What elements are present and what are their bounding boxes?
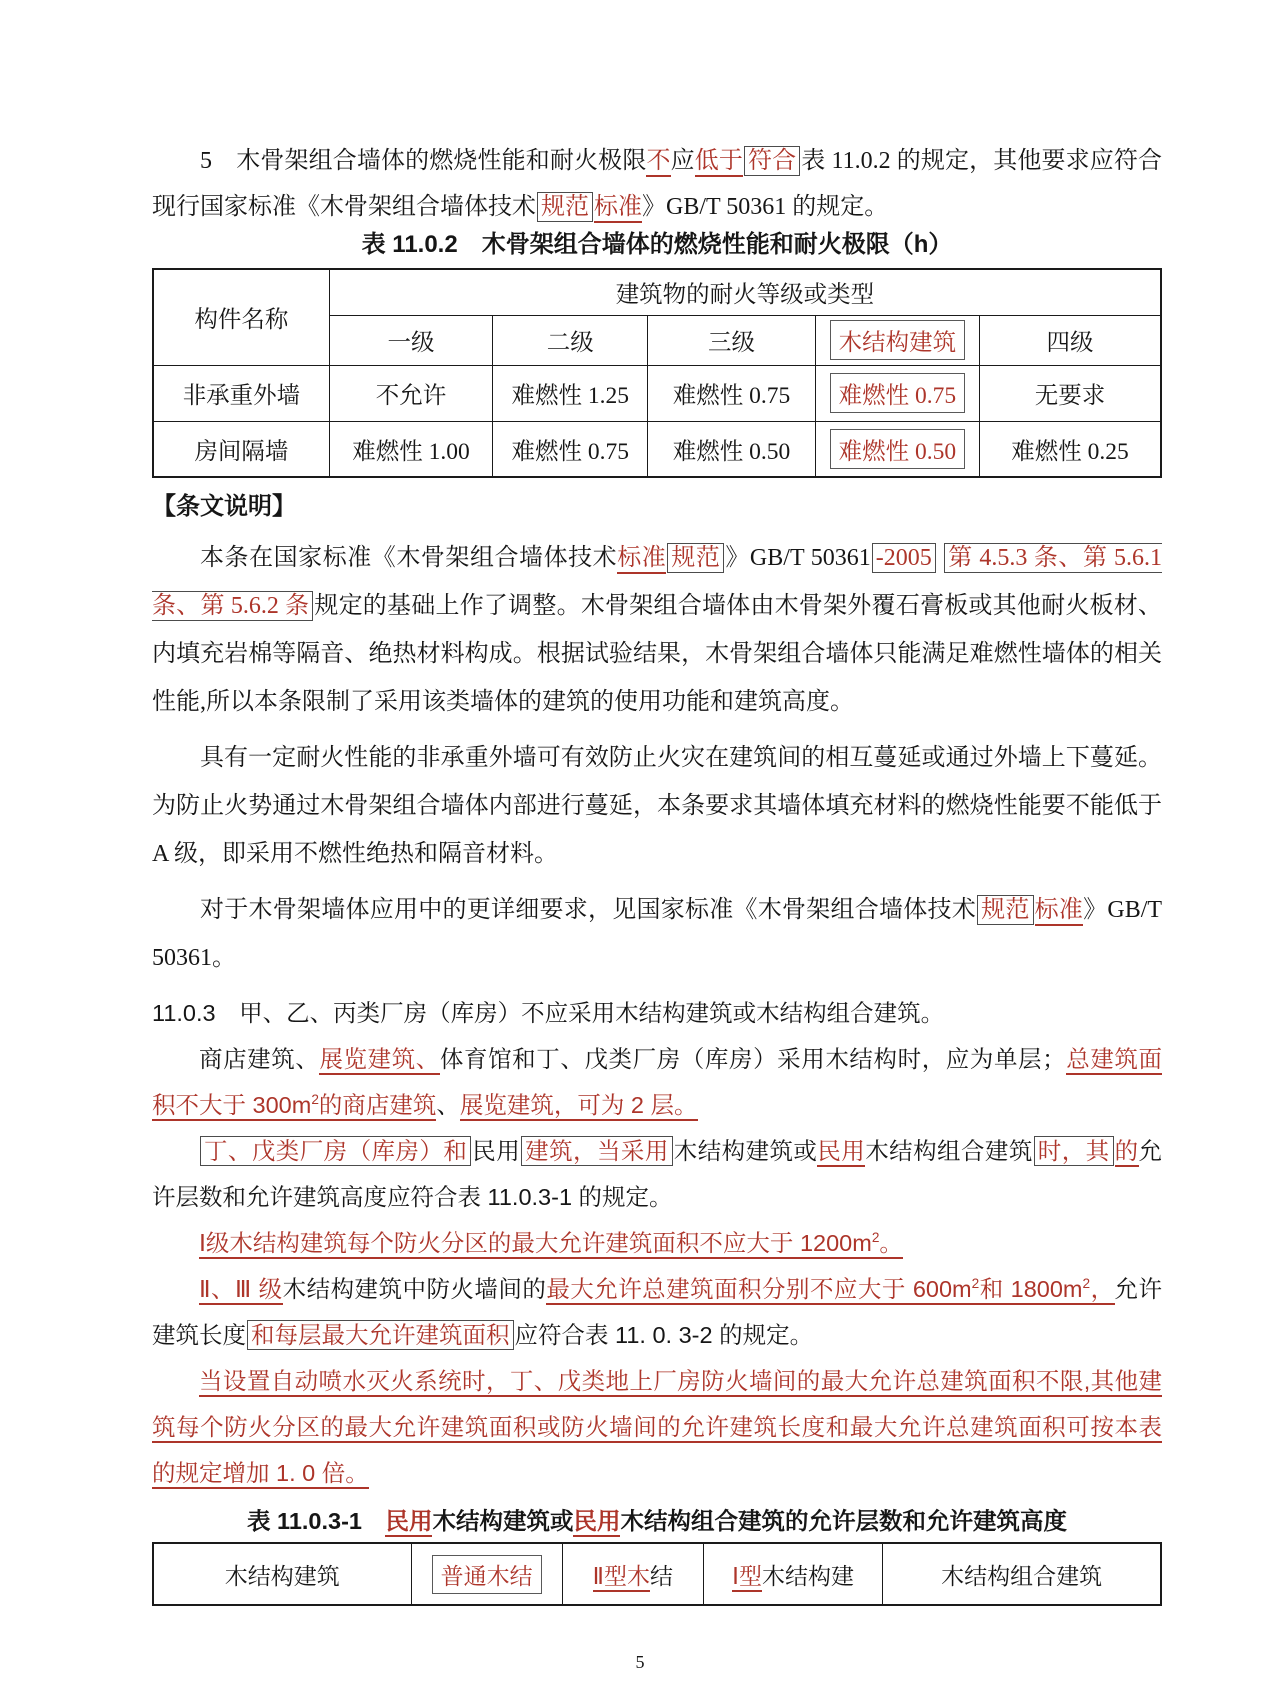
table-row (153, 421, 1161, 477)
table-cell: 难燃性 0.75 (648, 365, 815, 421)
revision-inserted-text: 展览建筑、 (319, 1046, 439, 1075)
revision-inserted-text: 不 (646, 148, 670, 177)
revision-inserted-text: Ⅱ型木 (593, 1563, 650, 1592)
text-run: 允许建筑长度 (152, 1276, 1162, 1348)
text-run: 》GB/T 50361 的规定。 (642, 194, 889, 220)
paragraph-factory-buildings (152, 1128, 1162, 1220)
revision-deleted-text: 普通木结 (432, 1555, 542, 1594)
revision-inserted-text: 标准 (617, 545, 666, 574)
text-run: 的商店建筑 (318, 1092, 437, 1118)
table-11-0-2-caption: 表 11.0.2 木骨架组合墙体的燃烧性能和耐火极限（h） (361, 231, 953, 258)
revision-inserted-text: 民用 (817, 1138, 865, 1167)
revision-deleted-text: 规范 (977, 895, 1034, 925)
table-cell: 难燃性 1.25 (493, 365, 648, 421)
revision-deleted-text: 第 4.5.3 条、第 5.6.1 条、第 5.6.2 条 (152, 545, 1163, 619)
text-run: 木结构组合建筑的允许层数和允许建筑高度 (620, 1508, 1067, 1534)
text-run: 表 11.0.2 的规定，其他要求应符合现行国家标准《木骨架组合墙体技术 (152, 148, 1163, 220)
explanation-paragraph-1 (152, 534, 1162, 726)
explanation-paragraph-2 (152, 734, 1162, 878)
text-run: 木结构建筑 (224, 1562, 340, 1589)
revision-inserted-text: 标准 (594, 194, 642, 223)
revision-inserted-text: 当设置自动喷水灭火系统时，丁、戊类地上厂房防火墙间的最大允许总建筑面积不限,其他建筑每个防火分区的最大允许建筑面积或防火墙间的允许建筑长度和最大允许总建筑面积可按本表的规定增加 1. 0 倍。 (152, 1368, 1162, 1489)
text-run (937, 545, 944, 571)
table-cell: 房间隔墙 (153, 421, 329, 477)
table-row (153, 1543, 1161, 1605)
paragraph-sprinkler (152, 1358, 1162, 1496)
revision-inserted-text: 低于 (695, 148, 743, 177)
text-run: 5 木骨架组合墙体的燃烧性能和耐火极限 (200, 148, 647, 174)
revision-deleted-text: 难燃性 0.75 (830, 373, 966, 413)
explanation-paragraph-3 (152, 886, 1162, 982)
table-cell: 无要求 (980, 365, 1162, 421)
table-header-cell: 一级 (329, 315, 492, 365)
table-row (153, 365, 1161, 421)
table-11-0-2 (152, 268, 1162, 478)
table-cell (153, 1543, 411, 1605)
revision-deleted-text: -2005 (872, 543, 936, 573)
revision-deleted-text: 和每层最大允许建筑面积 (247, 1320, 514, 1350)
table-cell (562, 1543, 703, 1605)
table-cell: 难燃性 0.50 (648, 421, 815, 477)
table-cell (703, 1543, 882, 1605)
text-run: 木结构建筑中防火墙间的 (282, 1276, 547, 1302)
revision-deleted-text: 时，其 (1034, 1136, 1114, 1166)
revision-deleted-text: 符合 (744, 146, 800, 176)
table-11-0-3-1-caption (152, 1506, 1162, 1536)
text-run: 对于木骨架墙体应用中的更详细要求，见国家标准《木骨架组合墙体技术 (200, 897, 977, 923)
text-run: 。 (879, 1230, 903, 1256)
table-cell (815, 365, 979, 421)
text-run: 应 (670, 148, 695, 174)
text-run: 民用 (472, 1138, 521, 1164)
text-run: 11.0.3 甲、乙、丙类厂房（库房）不应采用木结构建筑或木结构组合建筑。 (152, 1000, 945, 1026)
table-cell: 难燃性 0.75 (493, 421, 648, 477)
text-run: 结 (649, 1562, 673, 1589)
table-cell (815, 421, 979, 477)
revision-inserted-text: 的 (1115, 1138, 1139, 1167)
text-run: 木结构建 (761, 1562, 854, 1589)
text-run: 允许层数和允许建筑高度应符合表 11.0.3-1 的规定。 (152, 1138, 1163, 1210)
text-run: 规定的基础上作了调整。木骨架组合墙体由木骨架外覆石膏板或其他耐火板材、内填充岩棉等隔音、绝热材料构成。根据试验结果，木骨架组合墙体只能满足难燃性墙体的相关性能,所以本条限制了采用该类墙体的建筑的使用功能和建筑高度。 (152, 593, 1163, 715)
table-cell (411, 1543, 562, 1605)
revision-deleted-text: 难燃性 0.50 (830, 429, 966, 469)
revision-deleted-text: 丁、戊类厂房（库房）和 (200, 1136, 471, 1166)
clause-11-0-3 (152, 990, 1162, 1036)
table-header-cell: 三级 (648, 315, 815, 365)
text-run: 》GB/T 50361 (725, 545, 871, 571)
text-run: 本条在国家标准《木骨架组合墙体技术 (200, 545, 618, 571)
table-corner-header: 构件名称 (153, 269, 329, 365)
table-cell: 难燃性 0.25 (980, 421, 1162, 477)
text-run: 应符合表 11. 0. 3-2 的规定。 (514, 1322, 814, 1348)
text-run: 木结构建筑或 (432, 1508, 574, 1534)
paragraph-shop-buildings (152, 1036, 1162, 1128)
revision-inserted-text: 民用 (573, 1508, 620, 1537)
revision-deleted-text: 建筑，当采用 (521, 1136, 673, 1166)
superscript: 2 (1082, 1276, 1091, 1292)
revision-inserted-text: 标准 (1035, 897, 1084, 926)
revision-deleted-text: 规范 (537, 192, 593, 222)
paragraph-area-limit-2 (152, 1266, 1162, 1358)
text-run: 木结构组合建筑 (941, 1562, 1103, 1589)
revision-inserted-text: 展览建筑，可为 2 层。 (460, 1092, 698, 1121)
text-run: 商店建筑、 (199, 1046, 320, 1072)
text-run: 木结构组合建筑 (865, 1138, 1033, 1164)
table-cell: 非承重外墙 (153, 365, 329, 421)
text-run: 总建筑面积不大于 300m (152, 1046, 1163, 1118)
text-run: 最大允许总建筑面积分别不应大于 600m (546, 1276, 972, 1302)
superscript: 2 (311, 1092, 319, 1108)
text-run: Ⅰ级木结构建筑每个防火分区的最大允许建筑面积不应大于 1200m (199, 1230, 872, 1256)
text-run: 木结构建筑或 (673, 1138, 818, 1164)
text-run: ， (1090, 1276, 1115, 1302)
revision-inserted-text: 民用 (385, 1508, 432, 1537)
table-group-header: 建筑物的耐火等级或类型 (329, 269, 1161, 315)
table-11-0-3-1 (152, 1542, 1162, 1606)
revision-inserted-text (546, 1276, 1114, 1305)
paragraph-area-limit-1 (152, 1220, 1162, 1266)
text-run: 体育馆和丁、戊类厂房（库房）采用木结构时，应为单层； (439, 1046, 1066, 1072)
revision-inserted-text: Ⅰ型 (732, 1563, 762, 1592)
table-header-cell: 二级 (493, 315, 648, 365)
table-cell: 不允许 (329, 365, 492, 421)
text-run: 》GB/T 50361。 (152, 897, 1163, 971)
table-header-cell (815, 315, 979, 365)
text-run: 具有一定耐火性能的非承重外墙可有效防止火灾在建筑间的相互蔓延或通过外墙上下蔓延。为防止火势通过木骨架组合墙体内部进行蔓延，本条要求其墙体填充材料的燃烧性能要不能低于 A 级，即采用不燃性绝热和隔音材料。 (152, 745, 1162, 867)
table-header-cell: 四级 (980, 315, 1162, 365)
revision-deleted-text: 木结构建筑 (830, 320, 966, 360)
superscript: 2 (871, 1230, 880, 1246)
table-cell: 难燃性 1.00 (329, 421, 492, 477)
text-run: 和 1800m (979, 1276, 1083, 1302)
text-run: 、 (436, 1092, 460, 1118)
text-run: 表 11.0.3-1 (247, 1508, 386, 1534)
clause-5-paragraph (152, 138, 1162, 230)
explanation-heading: 【条文说明】 (152, 493, 296, 520)
revision-inserted-text: Ⅱ、Ⅲ 级 (199, 1276, 283, 1305)
page-number: 5 (635, 1652, 645, 1672)
superscript: 2 (971, 1276, 980, 1292)
revision-inserted-text (199, 1230, 903, 1259)
table-cell (883, 1543, 1161, 1605)
revision-deleted-text: 规范 (667, 543, 724, 573)
